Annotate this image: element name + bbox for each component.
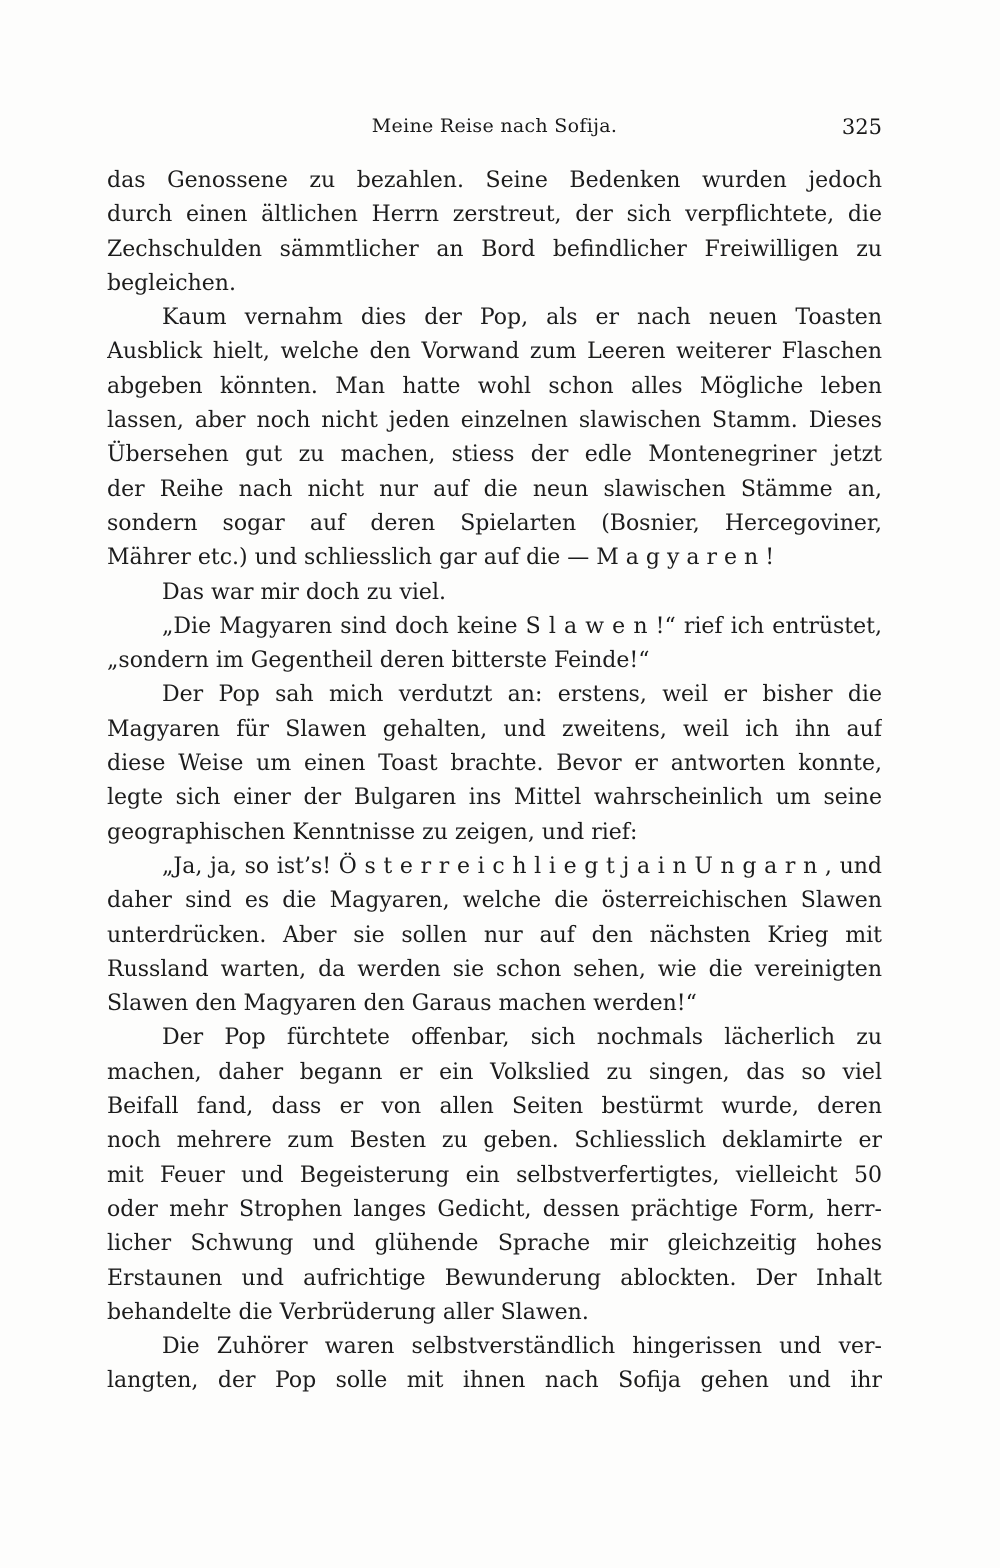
text-line: Die Zuhörer waren selbstverständlich hingerissen und ver-: [162, 1334, 882, 1360]
text-line: oder mehr Strophen langes Gedicht, dessen prächtige Form, herr-: [107, 1196, 882, 1222]
text-line: Kaum vernahm dies der Pop, als er nach neuen Toasten: [162, 305, 882, 331]
text-line: Ausblick hielt, welche den Vorwand zum Leeren weiterer Flaschen: [107, 339, 882, 365]
text-line: Erstaunen und aufrichtige Bewunderung ablockten. Der Inhalt: [107, 1265, 882, 1291]
text-line: das Genossene zu bezahlen. Seine Bedenken wurden jedoch: [107, 168, 882, 193]
text-line: Zechschulden sämmtlicher an Bord befindlicher Freiwilligen zu: [107, 236, 882, 262]
running-title: Meine Reise nach Sofija.: [371, 115, 618, 137]
text-line: Der Pop sah mich verdutzt an: erstens, weil er bisher die: [162, 682, 882, 708]
text-line: sondern sogar auf deren Spielarten (Bosnier, Hercegoviner,: [107, 510, 882, 536]
text-line: noch mehrere zum Besten zu geben. Schliesslich deklamirte er: [107, 1128, 882, 1154]
page-number: 325: [841, 115, 882, 139]
text-line: diese Weise um einen Toast brachte. Bevor er antworten konnte,: [107, 751, 882, 777]
text-line: licher Schwung und glühende Sprache mir gleichzeitig hohes: [107, 1231, 882, 1257]
text-line: abgeben könnten. Man hatte wohl schon alles Mögliche leben: [107, 373, 882, 399]
text-line: machen, daher begann er ein Volkslied zu singen, das so viel: [107, 1059, 882, 1085]
text-line: der Reihe nach nicht nur auf die neun slawischen Stämme an,: [107, 476, 882, 502]
text-line: geographischen Kenntnisse zu zeigen, und rief:: [107, 819, 638, 845]
text-line: Übersehen gut zu machen, stiess der edle Montenegriner jetzt: [107, 442, 882, 468]
text-line: „Die Magyaren sind doch keine S l a w e n !“ rief ich entrüstet,: [162, 613, 882, 639]
body-text: [107, 164, 882, 1399]
text-line: langten, der Pop solle mit ihnen nach Sofija gehen und ihr: [107, 1368, 882, 1394]
text-line: Der Pop fürchtete offenbar, sich nochmals lächerlich zu: [162, 1025, 882, 1051]
text-line: durch einen ältlichen Herrn zerstreut, der sich verpflichtete, die: [107, 202, 882, 228]
text-line: „Ja, ja, so ist’s! Ö s t e r r e i c h l i e g t j a i n U n g a r n , und: [162, 853, 882, 879]
text-line: „sondern im Gegentheil deren bitterste Feinde!“: [107, 648, 650, 674]
text-line: begleichen.: [107, 270, 236, 296]
text-line: Mährer etc.) und schliesslich gar auf die — M a g y a r e n !: [107, 545, 775, 571]
text-line: behandelte die Verbrüderung aller Slawen.: [107, 1299, 589, 1325]
text-line: Russland warten, da werden sie schon sehen, wie die vereinigten: [107, 956, 882, 982]
text-line: legte sich einer der Bulgaren ins Mittel wahrscheinlich um seine: [107, 785, 882, 811]
text-line: Beifall fand, dass er von allen Seiten bestürmt wurde, deren: [107, 1094, 882, 1120]
text-line: mit Feuer und Begeisterung ein selbstverfertigtes, vielleicht 50: [107, 1162, 882, 1188]
text-line: daher sind es die Magyaren, welche die österreichischen Slawen: [107, 888, 882, 914]
text-line: unterdrücken. Aber sie sollen nur auf den nächsten Krieg mit: [107, 922, 882, 948]
text-line: Das war mir doch zu viel.: [162, 579, 446, 605]
text-line: Magyaren für Slawen gehalten, und zweitens, weil ich ihn auf: [107, 716, 882, 742]
text-line: Slawen den Magyaren den Garaus machen werden!“: [107, 991, 697, 1017]
page-header: [107, 115, 882, 143]
text-line: lassen, aber noch nicht jeden einzelnen slawischen Stamm. Dieses: [107, 408, 882, 434]
